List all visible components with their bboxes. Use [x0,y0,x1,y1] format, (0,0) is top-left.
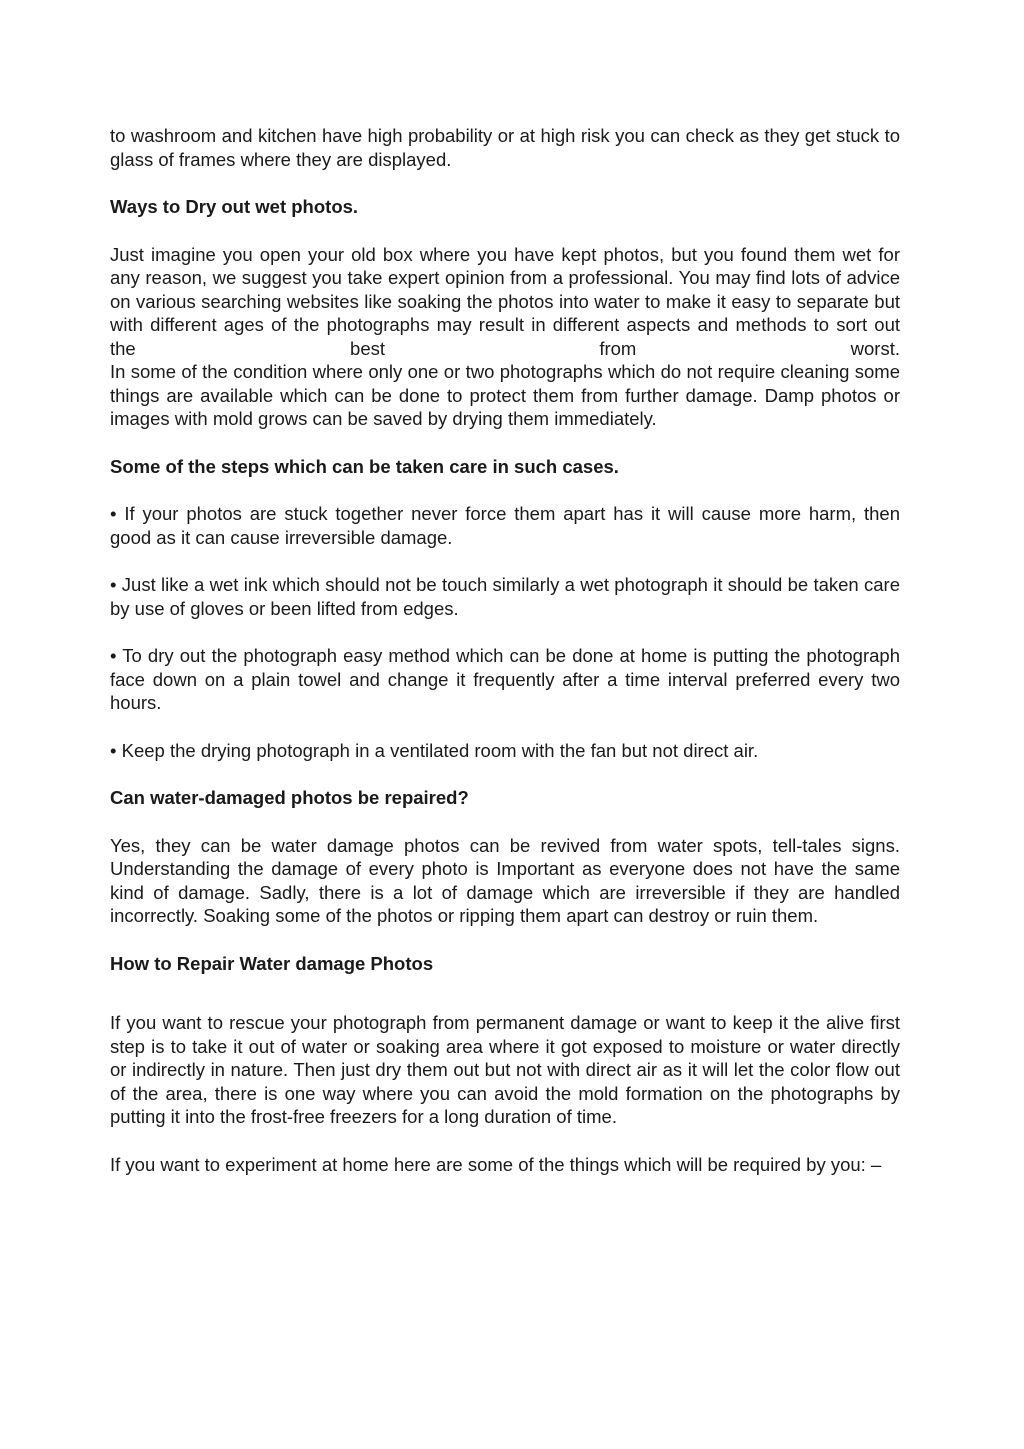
bullet-item-wet-ink: • Just like a wet ink which should not be touch similarly a wet photograph it should be taken care by use of gloves or been lifted from edges. [110,574,900,619]
section-heading-repairable: Can water-damaged photos be repaired? [110,787,469,808]
document-page [110,124,900,1176]
section-heading-dry-out: Ways to Dry out wet photos. [110,196,359,217]
intro-paragraph: to washroom and kitchen have high probability or at high risk you can check as they get stuck to glass of frames where they are displayed. [110,125,900,170]
bullet-item-dry-method: • To dry out the photograph easy method which can be done at home is putting the photograph face down on a plain towel and change it frequently after a time interval preferred every two hours. [110,645,900,713]
repairable-paragraph: Yes, they can be water damage photos can be revived from water spots, tell-tales signs. Understanding the damage of every photo is Important as everyone does not have the same kind of damage. Sadly, there is a lot of damage which are irreversible if they are handled incorrectly. Soaking some of the photos or ripping them apart can destroy or ruin them. [110,834,900,926]
bullet-item-stuck-together: • If your photos are stuck together never force them apart has it will cause more harm, then good as it can cause irreversible damage. [110,503,900,548]
section-heading-steps: Some of the steps which can be taken care in such cases. [110,455,619,477]
dry-out-paragraph-b: In some of the condition where only one or two photographs which do not require cleaning some things are available which can be done to protect them from further damage. Damp photos or images with mold grows can be saved by drying them immediately. [110,361,900,429]
section-heading-how-to-repair: How to Repair Water damage Photos [110,952,434,974]
bullet-item-ventilated-room: • Keep the drying photograph in a ventilated room with the fan but not direct air. [110,739,759,761]
dry-out-paragraph-a: Just imagine you open your old box where you have kept photos, but you found them wet for any reason, we suggest you take expert opinion from a professional. You may find lots of advice on various searching websites like soaking the photos into water to make it easy to separate but with different ages of the photographs may result in different aspects and methods to sort out the best from worst. [110,243,900,359]
how-to-repair-paragraph-b: If you want to experiment at home here are some of the things which will be required by you: – [110,1153,882,1175]
how-to-repair-paragraph-a: If you want to rescue your photograph from permanent damage or want to keep it the alive first step is to take it out of water or soaking area where it got exposed to moisture or water directly or indirectly in nature. Then just dry them out but not with direct air as it will let the color flow out of the area, there is one way where you can avoid the mold formation on the photographs by putting it into the frost-free freezers for a long duration of time. [110,1012,900,1127]
